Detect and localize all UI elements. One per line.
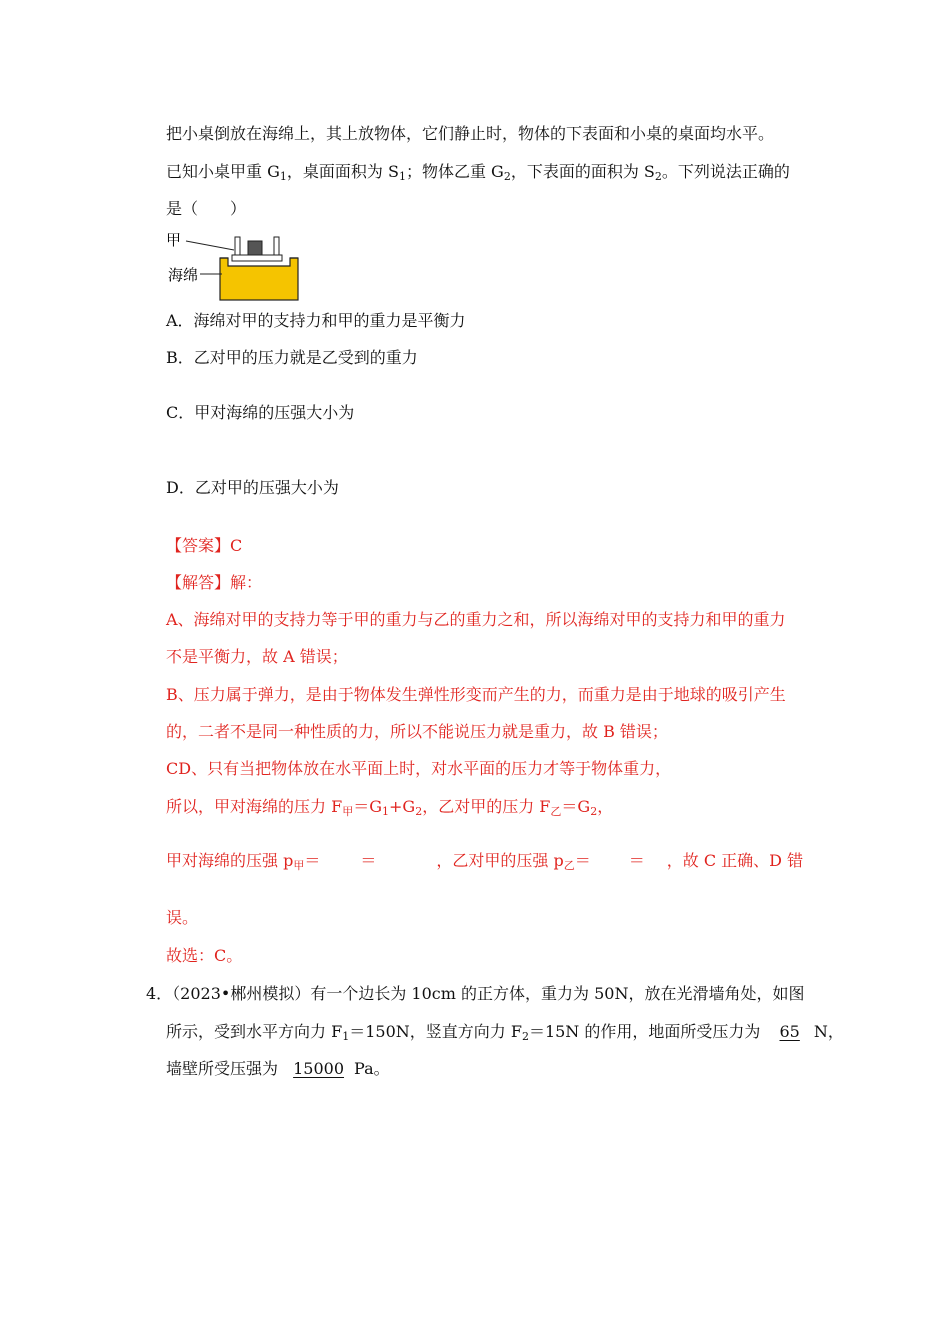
analysis-cd-line-1: CD、只有当把物体放在水平面上时，对水平面的压力才等于物体重力，	[166, 759, 672, 778]
table-leg	[274, 237, 279, 255]
q4-blank-wall-pressure: 15000	[293, 1059, 345, 1078]
label-jia: 甲	[166, 231, 182, 249]
option-d: D．乙对甲的压强大小为	[166, 478, 339, 497]
analysis-a-line-2: 不是平衡力，故 A 错误；	[166, 647, 348, 666]
analysis-a-line-1: A、海绵对甲的支持力等于甲的重力与乙的重力之和，所以海绵对甲的支持力和甲的重力	[166, 610, 786, 629]
q4-line-2: 所示，受到水平方向力 $F_1=150N$，竖直方向力 $F_2=15N$ 的作用，地面所受压力为 65 N，	[166, 1022, 844, 1043]
object-yi	[248, 241, 262, 255]
label-sponge: 海绵	[168, 266, 199, 284]
analysis-b-line-2: 的，二者不是同一种性质的力，所以不能说压力就是重力，故 B 错误；	[166, 722, 668, 741]
analysis-cd-line-3: 甲对海绵的压强 $p_甲=$ ＝ ，乙对甲的压强 $p_乙=$ ＝ ，故 C 正确、D 错	[166, 851, 804, 872]
question-line-1: 把小桌倒放在海绵上，其上放物体，它们静止时，物体的下表面和小桌的桌面均水平。	[166, 124, 775, 143]
option-a: A．海绵对甲的支持力和甲的重力是平衡力	[166, 311, 466, 330]
sponge-table-figure	[164, 228, 304, 302]
table-top	[232, 255, 282, 261]
q4-line-3: 墙壁所受压强为 15000 Pa。	[166, 1059, 390, 1078]
analysis-b-line-1: B、压力属于弹力，是由于物体发生弹性形变而产生的力，而重力是由于地球的吸引产生	[166, 685, 786, 704]
q4-blank-ground-force: 65	[779, 1022, 800, 1041]
table-leg	[235, 237, 240, 255]
question-line-2: 已知小桌甲重 $G_1$，桌面面积为 $S_1$；物体乙重 $G_2$，下表面的面积为 $S_2$。下列说法正确的	[166, 162, 790, 183]
question-line-3: 是（ ）	[166, 199, 247, 218]
answer-line: 【答案】C	[166, 536, 243, 555]
option-b: B．乙对甲的压力就是乙受到的重力	[166, 348, 418, 367]
option-c: C．甲对海绵的压强大小为	[166, 403, 355, 422]
analysis-cd-line-2: 所以，甲对海绵的压力 $F_甲=G_1+G_2$，乙对甲的压力 $F_乙=G_2$，	[166, 797, 614, 818]
final-choice: 故选：C。	[166, 946, 243, 965]
q4-line-1: 4．（2023•郴州模拟）有一个边长为 10cm 的正方体，重力为 50N，放在光滑墙角处，如图	[146, 984, 805, 1003]
analysis-heading: 【解答】解：	[166, 573, 263, 592]
analysis-cd-line-4: 误。	[166, 908, 199, 927]
